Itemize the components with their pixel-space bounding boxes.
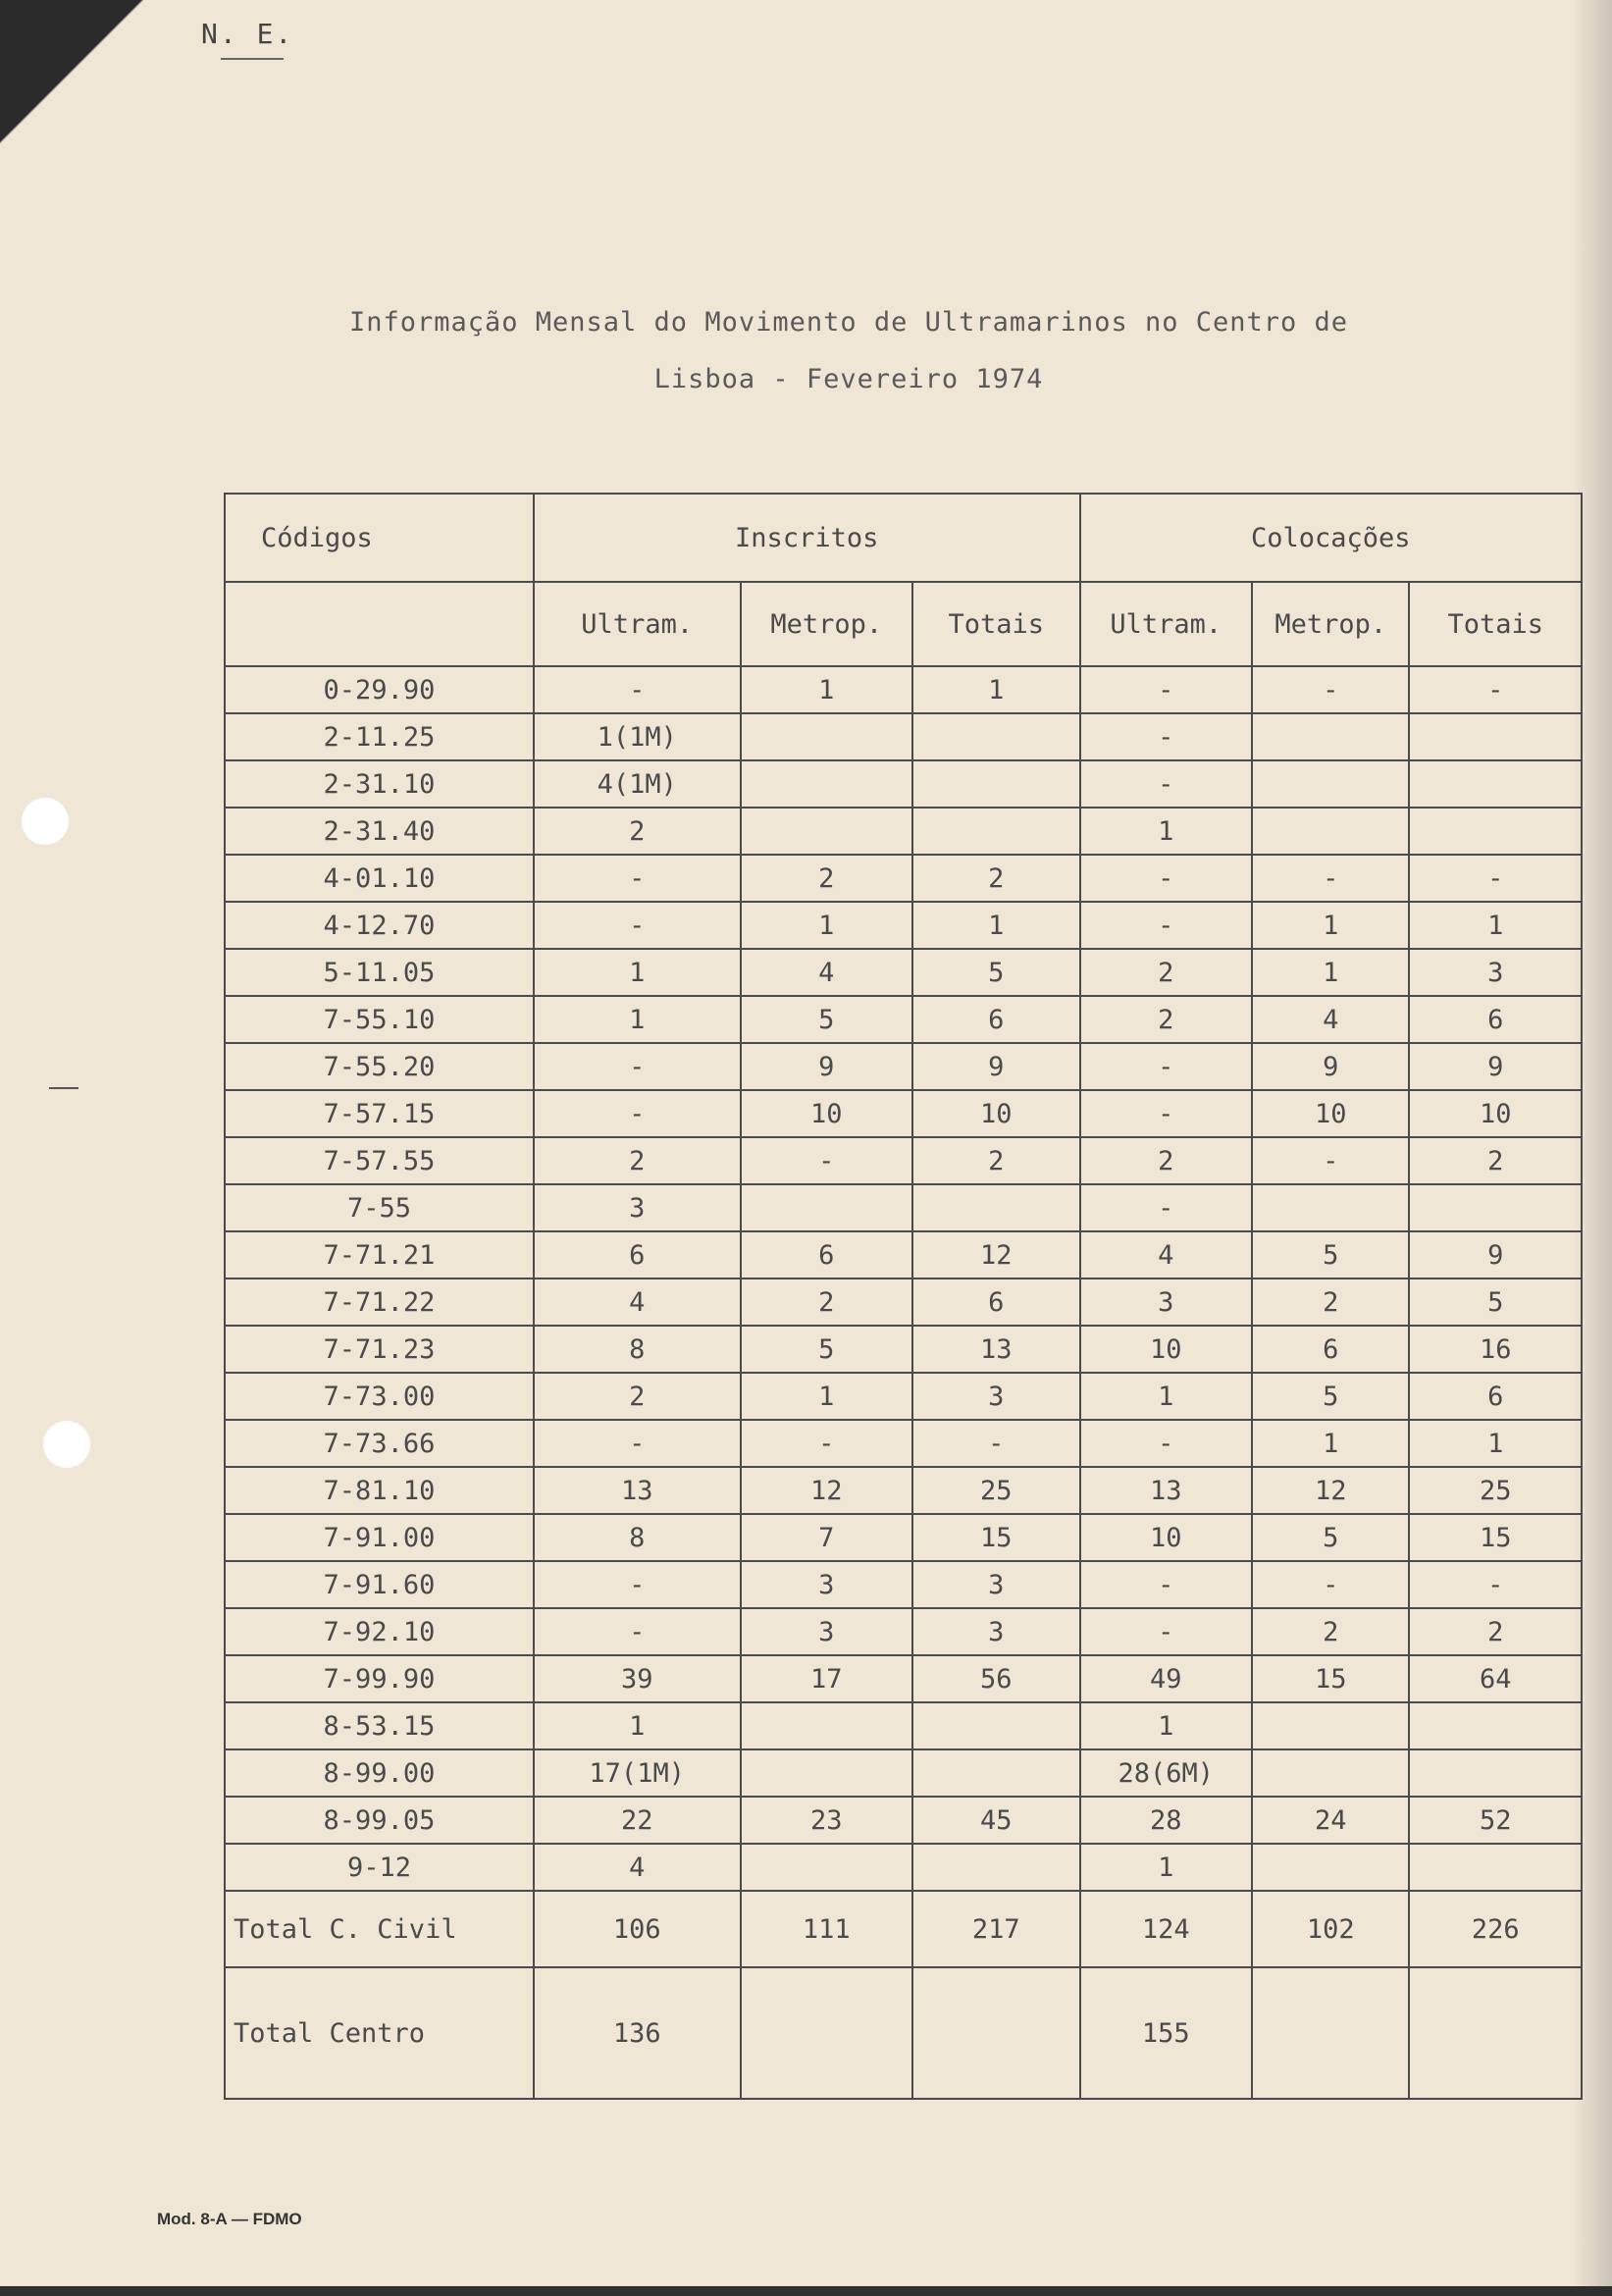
- table-cell: -: [1080, 902, 1253, 949]
- table-cell: 1: [534, 1702, 741, 1749]
- total-civil-row: [225, 1891, 1582, 1967]
- table-cell: 106: [534, 1891, 741, 1967]
- title-line-2: Lisboa - Fevereiro 1974: [653, 364, 1044, 394]
- table-row: [225, 1090, 1582, 1137]
- table-cell: 6: [741, 1231, 913, 1278]
- table-cell: 2: [534, 1137, 741, 1184]
- code-cell: 7-81.10: [225, 1467, 534, 1514]
- table-cell: [741, 1702, 913, 1749]
- table-cell: 9: [912, 1043, 1080, 1090]
- table-cell: 3: [912, 1373, 1080, 1420]
- table-cell: 3: [534, 1184, 741, 1231]
- table-cell: 7: [741, 1514, 913, 1561]
- table-row: [225, 1749, 1582, 1797]
- code-cell: 7-71.22: [225, 1278, 534, 1326]
- table-row: [225, 666, 1582, 713]
- table-cell: 3: [741, 1608, 913, 1655]
- document-title: [294, 294, 1403, 408]
- code-cell: 7-57.55: [225, 1137, 534, 1184]
- table-cell: -: [534, 1090, 741, 1137]
- table-cell: 13: [912, 1326, 1080, 1373]
- table-cell: 13: [1080, 1467, 1253, 1514]
- table-cell: 8: [534, 1514, 741, 1561]
- code-cell: 7-91.00: [225, 1514, 534, 1561]
- table-cell: -: [1080, 713, 1253, 760]
- scan-edge: [0, 2286, 1612, 2296]
- total-civil-label: Total C. Civil: [225, 1891, 534, 1967]
- table-row: [225, 1702, 1582, 1749]
- table-cell: -: [1080, 1184, 1253, 1231]
- table-row: [225, 855, 1582, 902]
- code-cell: 8-99.00: [225, 1749, 534, 1797]
- table-cell: -: [534, 1420, 741, 1467]
- code-cell: 8-99.05: [225, 1797, 534, 1844]
- code-cell: 9-12: [225, 1844, 534, 1891]
- codes-header: Códigos: [225, 494, 534, 582]
- table-row: [225, 808, 1582, 855]
- table-row: [225, 1137, 1582, 1184]
- table-cell: 9: [1409, 1043, 1582, 1090]
- table-cell: 102: [1252, 1891, 1409, 1967]
- table-cell: 2: [1080, 1137, 1253, 1184]
- table-header-row: [225, 494, 1582, 582]
- table-cell: [912, 1749, 1080, 1797]
- table-cell: -: [1080, 855, 1253, 902]
- table-cell: 2: [1252, 1608, 1409, 1655]
- table-cell: -: [1252, 666, 1409, 713]
- table-cell: [741, 808, 913, 855]
- code-cell: 7-73.66: [225, 1420, 534, 1467]
- table-cell: 4: [1252, 996, 1409, 1043]
- table-cell: 5: [1252, 1373, 1409, 1420]
- table-cell: 155: [1080, 1967, 1253, 2099]
- table-row: [225, 902, 1582, 949]
- table-cell: -: [1409, 855, 1582, 902]
- table-cell: 1: [534, 949, 741, 996]
- table-cell: 6: [1409, 996, 1582, 1043]
- code-cell: 7-99.90: [225, 1655, 534, 1702]
- table-cell: [1409, 808, 1582, 855]
- table-subheader-row: [225, 582, 1582, 666]
- table-cell: 56: [912, 1655, 1080, 1702]
- table-cell: -: [1080, 760, 1253, 808]
- table-cell: [912, 1967, 1080, 2099]
- movement-table: [224, 493, 1583, 2100]
- table-cell: 3: [1080, 1278, 1253, 1326]
- table-cell: [741, 1844, 913, 1891]
- table-cell: 17(1M): [534, 1749, 741, 1797]
- table-cell: 1: [741, 1373, 913, 1420]
- table-cell: 28: [1080, 1797, 1253, 1844]
- table-cell: 2: [1409, 1608, 1582, 1655]
- code-cell: 7-55.20: [225, 1043, 534, 1090]
- table-cell: 1: [1252, 1420, 1409, 1467]
- table-row: [225, 1467, 1582, 1514]
- table-cell: 1: [1252, 949, 1409, 996]
- code-cell: 4-12.70: [225, 902, 534, 949]
- table-cell: 17: [741, 1655, 913, 1702]
- table-cell: [1252, 713, 1409, 760]
- table-row: [225, 1373, 1582, 1420]
- code-cell: 7-55.10: [225, 996, 534, 1043]
- table-cell: 1: [534, 996, 741, 1043]
- table-row: [225, 1184, 1582, 1231]
- table-cell: 6: [912, 996, 1080, 1043]
- table-cell: [1409, 1749, 1582, 1797]
- table-cell: 2: [741, 855, 913, 902]
- table-cell: [912, 760, 1080, 808]
- table-cell: -: [741, 1420, 913, 1467]
- table-cell: 2: [912, 1137, 1080, 1184]
- table-cell: [1252, 1844, 1409, 1891]
- colocacoes-totais-header: Totais: [1409, 582, 1582, 666]
- table-cell: 3: [912, 1608, 1080, 1655]
- table-cell: -: [1409, 666, 1582, 713]
- table-cell: [1252, 1702, 1409, 1749]
- table-cell: [741, 713, 913, 760]
- table-cell: 1(1M): [534, 713, 741, 760]
- code-cell: 8-53.15: [225, 1702, 534, 1749]
- table-cell: [1252, 1184, 1409, 1231]
- table-cell: 12: [741, 1467, 913, 1514]
- table-cell: 6: [1252, 1326, 1409, 1373]
- inscritos-ultram-header: Ultram.: [534, 582, 741, 666]
- table-cell: 136: [534, 1967, 741, 2099]
- table-cell: 2: [534, 808, 741, 855]
- table-cell: [741, 1967, 913, 2099]
- code-cell: 7-73.00: [225, 1373, 534, 1420]
- total-centro-label: Total Centro: [225, 1967, 534, 2099]
- table-cell: 23: [741, 1797, 913, 1844]
- table-cell: 9: [741, 1043, 913, 1090]
- table-cell: 15: [912, 1514, 1080, 1561]
- table-cell: 10: [1252, 1090, 1409, 1137]
- table-body: [225, 666, 1582, 1891]
- table-cell: 9: [1252, 1043, 1409, 1090]
- table-cell: 1: [1252, 902, 1409, 949]
- table-cell: 8: [534, 1326, 741, 1373]
- table-cell: 45: [912, 1797, 1080, 1844]
- table-cell: 10: [741, 1090, 913, 1137]
- table-cell: 4(1M): [534, 760, 741, 808]
- table-cell: -: [1252, 1561, 1409, 1608]
- inscritos-metrop-header: Metrop.: [741, 582, 913, 666]
- table-cell: [1409, 1702, 1582, 1749]
- table-cell: 12: [912, 1231, 1080, 1278]
- table-cell: 1: [1080, 1373, 1253, 1420]
- table-cell: 49: [1080, 1655, 1253, 1702]
- table-cell: -: [1080, 1090, 1253, 1137]
- table-cell: 1: [1080, 1702, 1253, 1749]
- table-cell: 10: [1409, 1090, 1582, 1137]
- table-cell: [1409, 1967, 1582, 2099]
- table-cell: -: [534, 1561, 741, 1608]
- table-row: [225, 1326, 1582, 1373]
- table-cell: 3: [741, 1561, 913, 1608]
- table-cell: [741, 760, 913, 808]
- table-cell: 5: [1409, 1278, 1582, 1326]
- code-cell: 7-92.10: [225, 1608, 534, 1655]
- code-cell: 4-01.10: [225, 855, 534, 902]
- punch-hole: [43, 1421, 90, 1468]
- punch-hole: [22, 798, 69, 845]
- table-cell: 1: [912, 902, 1080, 949]
- table-cell: 10: [1080, 1514, 1253, 1561]
- table-cell: -: [534, 855, 741, 902]
- table-cell: -: [1080, 1561, 1253, 1608]
- table-cell: [1409, 713, 1582, 760]
- colocacoes-ultram-header: Ultram.: [1080, 582, 1253, 666]
- table-cell: [1409, 1844, 1582, 1891]
- table-cell: 4: [534, 1278, 741, 1326]
- table-cell: 2: [912, 855, 1080, 902]
- table-cell: -: [534, 1608, 741, 1655]
- table-cell: -: [1080, 666, 1253, 713]
- table-cell: -: [912, 1420, 1080, 1467]
- table-row: [225, 1561, 1582, 1608]
- table-row: [225, 1420, 1582, 1467]
- code-cell: 7-71.23: [225, 1326, 534, 1373]
- table-cell: -: [534, 1043, 741, 1090]
- table-cell: 4: [534, 1844, 741, 1891]
- table-cell: -: [1080, 1043, 1253, 1090]
- table-cell: [1252, 808, 1409, 855]
- table-cell: 1: [1409, 1420, 1582, 1467]
- table-cell: [1252, 1967, 1409, 2099]
- table-cell: 2: [1409, 1137, 1582, 1184]
- table-cell: 2: [1252, 1278, 1409, 1326]
- table-cell: 15: [1409, 1514, 1582, 1561]
- table-cell: 3: [1409, 949, 1582, 996]
- table-row: [225, 1231, 1582, 1278]
- table-row: [225, 1043, 1582, 1090]
- table-row: [225, 713, 1582, 760]
- table-cell: [741, 1184, 913, 1231]
- table-cell: 1: [1080, 1844, 1253, 1891]
- table-cell: 6: [534, 1231, 741, 1278]
- table-cell: 64: [1409, 1655, 1582, 1702]
- title-line-1: Informação Mensal do Movimento de Ultramarinos no Centro de: [348, 307, 1349, 338]
- torn-corner: [0, 0, 147, 147]
- table-cell: 124: [1080, 1891, 1253, 1967]
- table-row: [225, 1797, 1582, 1844]
- table-cell: 1: [741, 666, 913, 713]
- table-cell: -: [534, 902, 741, 949]
- colocacoes-metrop-header: Metrop.: [1252, 582, 1409, 666]
- table-cell: 1: [1080, 808, 1253, 855]
- table-row: [225, 949, 1582, 996]
- table-cell: 24: [1252, 1797, 1409, 1844]
- colocacoes-header: Colocações: [1080, 494, 1583, 582]
- table-cell: [912, 713, 1080, 760]
- table-cell: 3: [912, 1561, 1080, 1608]
- table-cell: 10: [1080, 1326, 1253, 1373]
- table-cell: 22: [534, 1797, 741, 1844]
- table-row: [225, 996, 1582, 1043]
- table-cell: 2: [534, 1373, 741, 1420]
- total-centro-row: [225, 1967, 1582, 2099]
- table-cell: [1409, 760, 1582, 808]
- code-cell: 5-11.05: [225, 949, 534, 996]
- code-cell: 7-57.15: [225, 1090, 534, 1137]
- table-row: [225, 1608, 1582, 1655]
- table-cell: -: [534, 666, 741, 713]
- table-cell: -: [1080, 1420, 1253, 1467]
- table-cell: 2: [741, 1278, 913, 1326]
- table-cell: 25: [912, 1467, 1080, 1514]
- table-cell: 226: [1409, 1891, 1582, 1967]
- table-row: [225, 760, 1582, 808]
- table-cell: 15: [1252, 1655, 1409, 1702]
- table-cell: 1: [912, 666, 1080, 713]
- table-cell: -: [741, 1137, 913, 1184]
- table-cell: [912, 1844, 1080, 1891]
- table-cell: -: [1409, 1561, 1582, 1608]
- table-cell: 39: [534, 1655, 741, 1702]
- header-mark: N. E.: [201, 18, 294, 50]
- inscritos-totais-header: Totais: [912, 582, 1080, 666]
- code-cell: 2-11.25: [225, 713, 534, 760]
- table-cell: 1: [1409, 902, 1582, 949]
- code-cell: 2-31.10: [225, 760, 534, 808]
- code-cell: 7-55: [225, 1184, 534, 1231]
- table-cell: 2: [1080, 949, 1253, 996]
- code-cell: 0-29.90: [225, 666, 534, 713]
- table-cell: 16: [1409, 1326, 1582, 1373]
- table-cell: [741, 1749, 913, 1797]
- table-cell: [912, 808, 1080, 855]
- table-row: [225, 1514, 1582, 1561]
- code-cell: 7-91.60: [225, 1561, 534, 1608]
- code-cell: 2-31.40: [225, 808, 534, 855]
- table-cell: 5: [1252, 1514, 1409, 1561]
- table-cell: 10: [912, 1090, 1080, 1137]
- table-cell: 1: [741, 902, 913, 949]
- table-cell: 9: [1409, 1231, 1582, 1278]
- table-cell: 4: [741, 949, 913, 996]
- table-cell: [912, 1702, 1080, 1749]
- table-cell: 12: [1252, 1467, 1409, 1514]
- inscritos-header: Inscritos: [534, 494, 1080, 582]
- table-cell: [1252, 760, 1409, 808]
- fold-mark: [49, 1087, 78, 1089]
- table-row: [225, 1655, 1582, 1702]
- table-cell: 6: [1409, 1373, 1582, 1420]
- table-cell: 4: [1080, 1231, 1253, 1278]
- codes-subheader: [225, 582, 534, 666]
- table-cell: -: [1252, 855, 1409, 902]
- table-cell: [1409, 1184, 1582, 1231]
- table-cell: 52: [1409, 1797, 1582, 1844]
- table-cell: 6: [912, 1278, 1080, 1326]
- table-cell: 13: [534, 1467, 741, 1514]
- table-row: [225, 1278, 1582, 1326]
- code-cell: 7-71.21: [225, 1231, 534, 1278]
- table-cell: 217: [912, 1891, 1080, 1967]
- table-cell: 5: [741, 1326, 913, 1373]
- table-cell: 5: [1252, 1231, 1409, 1278]
- table-cell: 111: [741, 1891, 913, 1967]
- table-cell: 5: [741, 996, 913, 1043]
- table-cell: 5: [912, 949, 1080, 996]
- table-cell: -: [1080, 1608, 1253, 1655]
- table-cell: [912, 1184, 1080, 1231]
- form-code: Mod. 8-A — FDMO: [157, 2210, 302, 2228]
- table-cell: 2: [1080, 996, 1253, 1043]
- table-cell: 28(6M): [1080, 1749, 1253, 1797]
- table-cell: -: [1252, 1137, 1409, 1184]
- table-row: [225, 1844, 1582, 1891]
- table-cell: 25: [1409, 1467, 1582, 1514]
- table-cell: [1252, 1749, 1409, 1797]
